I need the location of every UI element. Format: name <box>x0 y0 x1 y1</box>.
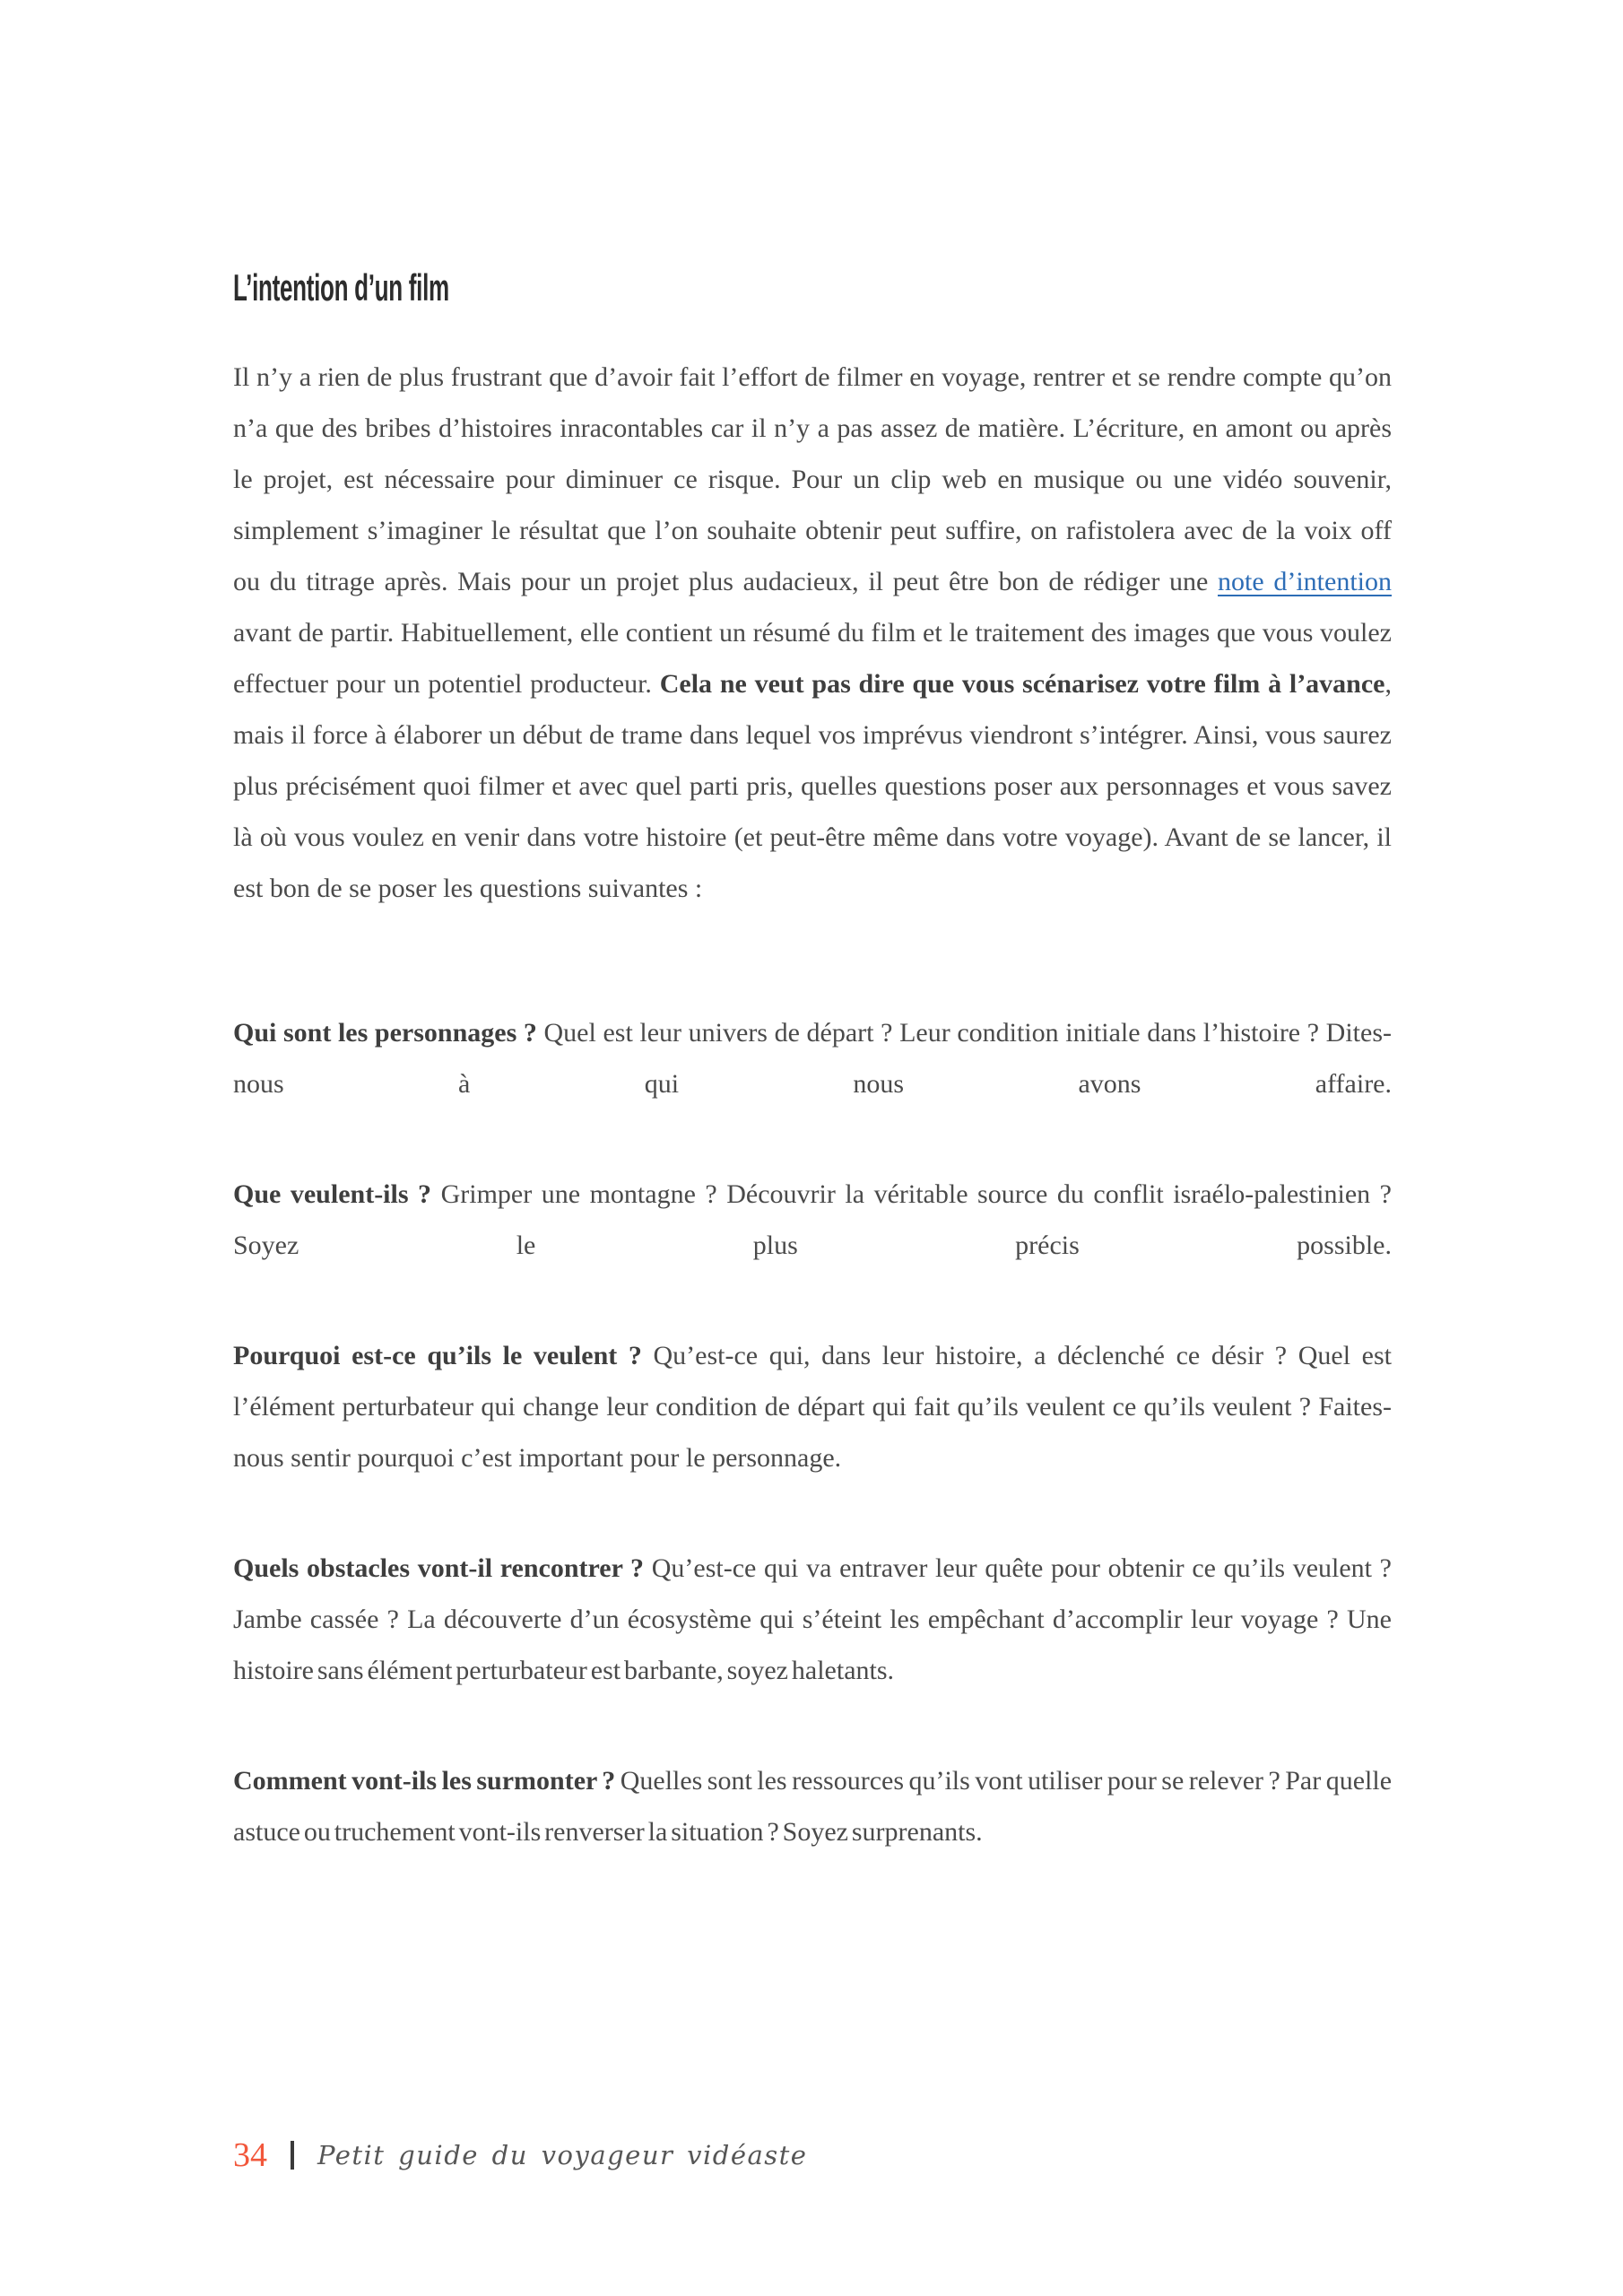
question-obstacles <box>233 1543 1392 1696</box>
question-body: Quel est leur univers de départ ? Leur condition initiale dans l’histoire ? Dites-nous à qui nous avons affaire. <box>233 1018 1393 1099</box>
book-title: Petit guide du voyageur vidéaste <box>317 2139 808 2170</box>
footer-separator-bar <box>291 2141 294 2170</box>
question-body: Qu’est-ce qui, dans leur histoire, a déclenché ce désir ? Quel est l’élément perturbateur qui change leur condition de départ qui fait qu’ils veulent ce qu’ils veulent ? Faites-nous sentir pourquoi c’est important pour le personnage. <box>233 1341 1392 1473</box>
question-surmonter <box>233 1755 1392 1857</box>
text-run-normal: , mais il force à élaborer un début de trame dans lequel vos imprévus viendront s’intégrer. Ainsi, vous saurez plus précisément quoi filmer et avec quel parti pris, quelles questions poser aux personnages et vous savez là où vous voulez en venir dans votre histoire (et peut-être même dans votre voyage). Avant de se lancer, il est bon de se poser les questions suivantes : <box>233 669 1392 903</box>
page-content <box>233 266 1393 1857</box>
text-run-normal: avant de partir. Habituellement, elle contient un résumé du film et le traitement des images que vous voulez effectuer pour un potentiel producteur. <box>233 618 1392 699</box>
page-footer <box>233 2138 807 2172</box>
text-run-normal: Il n’y a rien de plus frustrant que d’avoir fait l’effort de filmer en voyage, rentrer et se rendre compte qu’on n’a que des bribes d’histoires inracontables car il n’y a pas assez de matière. L’écriture, en amont ou après le projet, est nécessaire pour diminuer ce risque. Pour un clip web en musique ou une vidéo souvenir, simplement s’imaginer le résultat que l’on souhaite obtenir peut suffire, on rafistolera avec de la voix off ou du titrage après. Mais pour un projet plus audacieux, il peut être bon de rédiger une <box>233 362 1392 596</box>
question-lead: Comment vont-ils les surmonter ? <box>233 1766 616 1796</box>
question-lead: Quels obstacles vont-il rencontrer ? <box>233 1553 645 1583</box>
question-lead: Que veulent-ils ? <box>233 1179 432 1209</box>
text-run-bold: Cela ne veut pas dire que vous scénarisez votre film à l’avance <box>659 669 1385 699</box>
page-number: 34 <box>233 2136 267 2174</box>
question-lead: Qui sont les personnages ? <box>233 1018 537 1048</box>
question-body: Quelles sont les ressources qu’ils vont utiliser pour se relever ? Par quelle astuce ou truchement vont-ils renverser la situation ? Soyez surprenants. <box>233 1766 1393 1847</box>
question-personnages <box>233 1007 1392 1109</box>
question-body: Qu’est-ce qui va entraver leur quête pour obtenir ce qu’ils veulent ? Jambe cassée ? La découverte d’un écosystème qui s’éteint les empêchant d’accomplir leur voyage ? Une histoire sans élément perturbateur est barbante, soyez haletants. <box>233 1553 1392 1685</box>
question-lead: Pourquoi est-ce qu’ils le veulent ? <box>233 1341 642 1370</box>
question-veulent-ils <box>233 1169 1392 1271</box>
intro-paragraph <box>233 352 1392 914</box>
question-pourquoi <box>233 1330 1392 1483</box>
section-heading: L’intention d’un film <box>233 266 449 309</box>
note-intention-link[interactable]: note d’intention <box>1218 567 1392 596</box>
question-body: Grimper une montagne ? Découvrir la véritable source du conflit israélo-palestinien ? Soyez le plus précis possible. <box>233 1179 1393 1260</box>
